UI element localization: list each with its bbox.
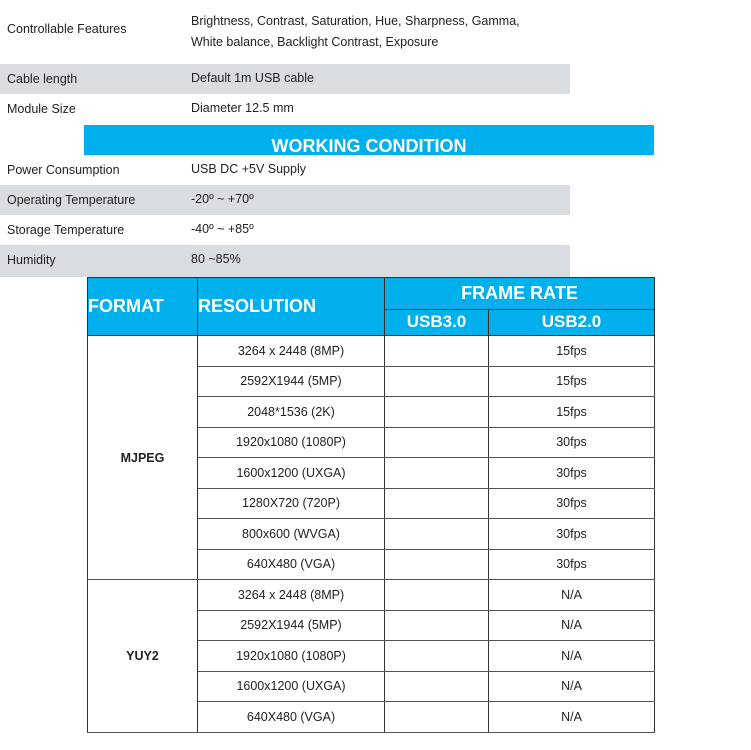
usb3-cell — [385, 336, 489, 367]
spec-row-controllable-features — [0, 0, 570, 64]
spec-value — [191, 11, 520, 53]
spec-row-module-size — [0, 94, 570, 125]
spec-row-humidity — [0, 245, 570, 277]
frame-rate-table — [87, 277, 655, 733]
usb2-cell: 30fps — [489, 549, 655, 580]
usb3-cell — [385, 366, 489, 397]
usb2-cell: 15fps — [489, 336, 655, 367]
resolution-cell: 1280X720 (720P) — [198, 488, 385, 519]
spec-value: Default 1m USB cable — [191, 71, 314, 85]
usb3-cell — [385, 397, 489, 428]
usb3-cell — [385, 427, 489, 458]
usb2-cell: 30fps — [489, 458, 655, 489]
format-cell: MJPEG — [88, 336, 198, 580]
usb2-cell: N/A — [489, 610, 655, 641]
spec-label: Controllable Features — [7, 22, 127, 36]
usb3-cell — [385, 488, 489, 519]
usb3-cell — [385, 610, 489, 641]
spec-value-line: White balance, Backlight Contrast, Exposure — [191, 35, 439, 49]
spec-label: Power Consumption — [7, 163, 120, 177]
usb3-cell — [385, 458, 489, 489]
spec-value: USB DC +5V Supply — [191, 162, 306, 176]
resolution-cell: 3264 x 2448 (8MP) — [198, 580, 385, 611]
usb2-cell: N/A — [489, 641, 655, 672]
format-cell: YUY2 — [88, 580, 198, 733]
resolution-cell: 2048*1536 (2K) — [198, 397, 385, 428]
spec-value: -40º ~ +85º — [191, 222, 254, 236]
spec-label: Cable length — [7, 72, 78, 86]
working-condition-banner: WORKING CONDITION — [84, 125, 654, 155]
spec-label: Operating Temperature — [7, 193, 136, 207]
usb2-cell: N/A — [489, 702, 655, 733]
spec-label: Humidity — [7, 253, 56, 267]
header-usb3: USB3.0 — [385, 309, 489, 335]
table-row — [88, 336, 655, 367]
resolution-cell: 2592X1944 (5MP) — [198, 366, 385, 397]
frame-rate-body — [88, 336, 655, 733]
resolution-cell: 800x600 (WVGA) — [198, 519, 385, 550]
usb3-cell — [385, 671, 489, 702]
header-usb2: USB2.0 — [489, 309, 655, 335]
usb2-cell: 30fps — [489, 427, 655, 458]
usb3-cell — [385, 641, 489, 672]
spec-label: Storage Temperature — [7, 223, 125, 237]
usb2-cell: N/A — [489, 580, 655, 611]
spec-row-operating-temperature — [0, 185, 570, 215]
resolution-cell: 1920x1080 (1080P) — [198, 641, 385, 672]
spec-value: Diameter 12.5 mm — [191, 101, 294, 115]
resolution-cell: 640X480 (VGA) — [198, 549, 385, 580]
usb2-cell: 30fps — [489, 488, 655, 519]
table-row — [88, 580, 655, 611]
header-format: FORMAT — [88, 278, 198, 336]
resolution-cell: 1600x1200 (UXGA) — [198, 458, 385, 489]
spec-label: Module Size — [7, 102, 76, 116]
spec-row-power-consumption — [0, 155, 570, 185]
usb3-cell — [385, 549, 489, 580]
usb3-cell — [385, 519, 489, 550]
usb2-cell: 15fps — [489, 366, 655, 397]
usb3-cell — [385, 702, 489, 733]
usb3-cell — [385, 580, 489, 611]
usb2-cell: N/A — [489, 671, 655, 702]
resolution-cell: 1920x1080 (1080P) — [198, 427, 385, 458]
spec-value-line: Brightness, Contrast, Saturation, Hue, Sharpness, Gamma, — [191, 14, 520, 28]
resolution-cell: 2592X1944 (5MP) — [198, 610, 385, 641]
spec-value: -20º ~ +70º — [191, 192, 254, 206]
resolution-cell: 640X480 (VGA) — [198, 702, 385, 733]
spec-value: 80 ~85% — [191, 252, 241, 266]
spec-row-storage-temperature — [0, 215, 570, 245]
resolution-cell: 1600x1200 (UXGA) — [198, 671, 385, 702]
resolution-cell: 3264 x 2448 (8MP) — [198, 336, 385, 367]
usb2-cell: 30fps — [489, 519, 655, 550]
header-frame-rate: FRAME RATE — [385, 278, 655, 310]
header-resolution: RESOLUTION — [198, 278, 385, 336]
usb2-cell: 15fps — [489, 397, 655, 428]
spec-row-cable-length — [0, 64, 570, 94]
